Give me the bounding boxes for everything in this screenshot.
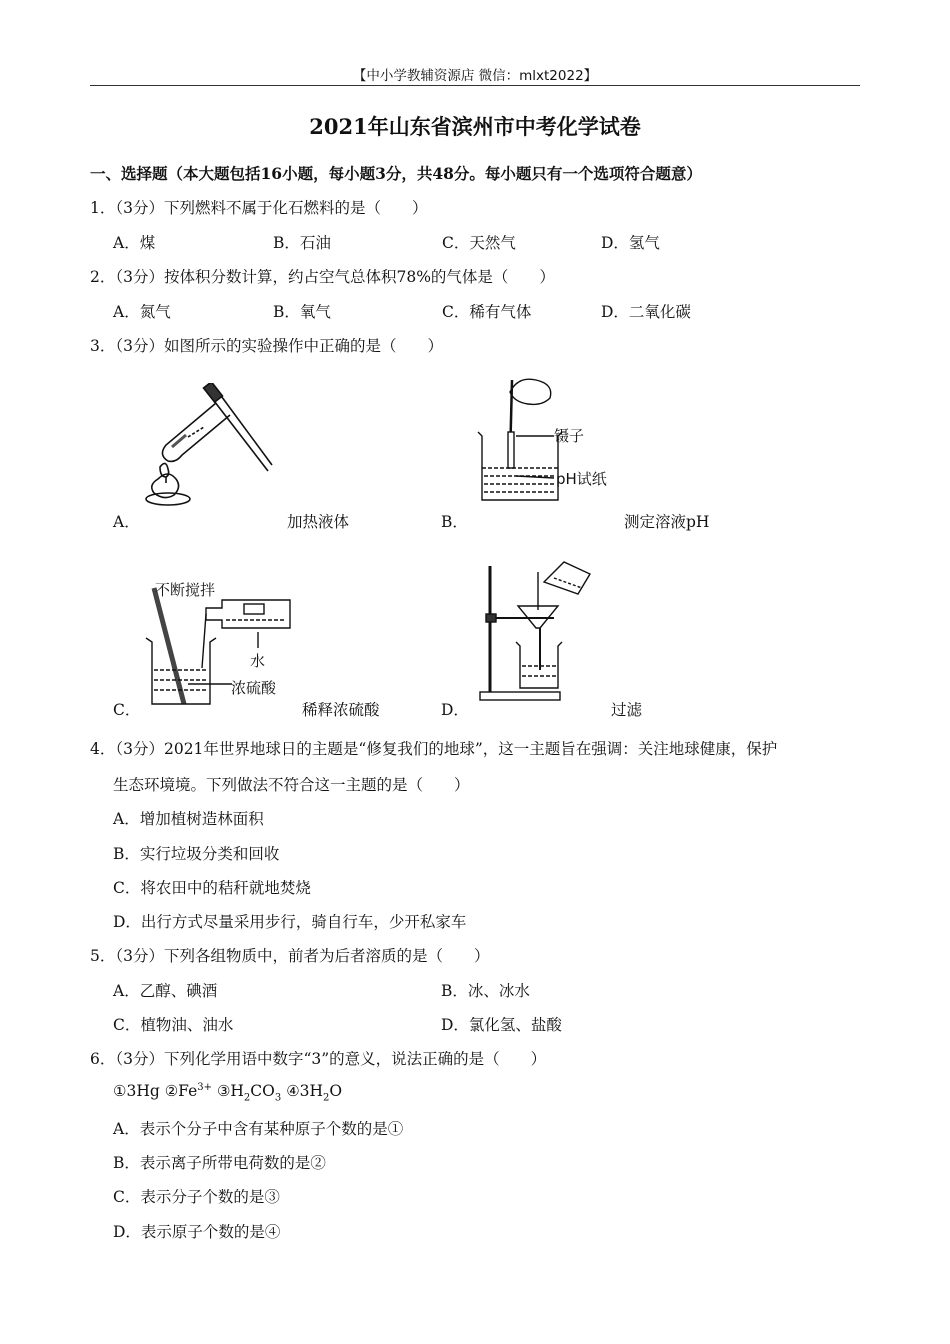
formula-3-part2: CO: [250, 1082, 275, 1101]
q3-option-c-letter: C．: [113, 701, 141, 719]
formula-3-number: ③: [216, 1082, 231, 1101]
question-6-stem: 6．（3分）下列化学用语中数字“3”的意义，说法正确的是（ ）: [90, 1050, 547, 1068]
q1-option-a: A．煤: [113, 234, 156, 252]
formula-1-number: ①: [113, 1082, 127, 1101]
q3-option-d-caption: 过滤: [611, 701, 643, 719]
question-4-stem-line2: 生态环境境。下列做法不符合这一主题的是（ ）: [113, 776, 470, 794]
formula-4-part1: 3H: [299, 1082, 324, 1101]
q3-option-c-caption: 稀释浓硫酸: [302, 701, 380, 719]
label-keep-stirring: 不断搅拌: [155, 581, 216, 599]
question-1-stem: 1．（3分）下列燃料不属于化石燃料的是（ ）: [90, 199, 428, 217]
figure-filtration: [474, 558, 596, 704]
question-4-stem-line1: 4．（3分）2021年世界地球日的主题是“修复我们的地球”，这一主题旨在强调：关注地球健康，保护: [90, 740, 778, 758]
q3-option-d-letter: D．: [441, 701, 469, 719]
q3-option-a-letter: A．: [113, 513, 140, 531]
q4-option-a: A．增加植树造林面积: [113, 810, 264, 828]
label-ph-paper: pH试纸: [556, 470, 607, 488]
formula-4-number: ④: [286, 1082, 300, 1101]
q6-formulas: [113, 1082, 342, 1103]
formula-2-number: ②: [164, 1082, 179, 1101]
formula-3-part1: H: [230, 1082, 244, 1101]
q5-option-d: D．氯化氢、盐酸: [441, 1016, 562, 1034]
formula-2-charge: 3+: [197, 1082, 212, 1093]
q4-option-d: D．出行方式尽量采用步行，骑自行车，少开私家车: [113, 913, 467, 931]
figure-heating-liquid: [138, 383, 278, 515]
q1-option-d: D．氢气: [601, 234, 660, 252]
page-header: 【中小学教辅资源店 微信：mlxt2022】: [352, 68, 598, 84]
formula-4-sub: 2: [323, 1092, 330, 1104]
q2-option-d: D．二氧化碳: [601, 303, 691, 321]
q6-option-d: D．表示原子个数的是④: [113, 1223, 281, 1241]
exam-title: 2021年山东省滨州市中考化学试卷: [309, 114, 641, 139]
question-3-stem: 3．（3分）如图所示的实验操作中正确的是（ ）: [90, 337, 443, 355]
q6-option-c: C．表示分子个数的是③: [113, 1188, 280, 1206]
formula-3-sub1: 2: [243, 1092, 251, 1104]
formula-4-part2: O: [329, 1082, 343, 1101]
q2-option-c: C．稀有气体: [442, 303, 532, 321]
q5-option-a: A．乙醇、碘酒: [113, 982, 218, 1000]
formula-2: Fe: [178, 1082, 198, 1101]
q4-option-b: B．实行垃圾分类和回收: [113, 845, 280, 863]
q6-option-a: A．表示个分子中含有某种原子个数的是①: [113, 1120, 404, 1138]
header-divider: [90, 85, 860, 86]
q5-option-b: B．冰、冰水: [441, 982, 530, 1000]
label-concentrated-sulfuric-acid: 浓硫酸: [231, 679, 277, 697]
q3-option-b-caption: 测定溶液pH: [624, 513, 710, 531]
question-5-stem: 5．（3分）下列各组物质中，前者为后者溶质的是（ ）: [90, 947, 490, 965]
q6-option-b: B．表示离子所带电荷数的是②: [113, 1154, 326, 1172]
q3-option-a-caption: 加热液体: [287, 513, 350, 531]
q1-option-c: C．天然气: [442, 234, 516, 252]
q2-option-b: B．氧气: [273, 303, 331, 321]
q2-option-a: A．氮气: [113, 303, 171, 321]
label-water: 水: [250, 652, 266, 670]
formula-3-sub2: 3: [274, 1092, 282, 1104]
q5-option-c: C．植物油、油水: [113, 1016, 234, 1034]
q3-option-b-letter: B．: [441, 513, 468, 531]
section-heading: 一、选择题（本大题包括16小题，每小题3分，共48分。每小题只有一个选项符合题意）: [90, 164, 702, 183]
q4-option-c: C．将农田中的秸秆就地焚烧: [113, 879, 311, 897]
formula-1: 3Hg: [126, 1082, 160, 1101]
label-tweezers: 镊子: [554, 427, 585, 445]
q1-option-b: B．石油: [273, 234, 331, 252]
question-2-stem: 2．（3分）按体积分数计算，约占空气总体积78%的气体是（ ）: [90, 268, 555, 286]
